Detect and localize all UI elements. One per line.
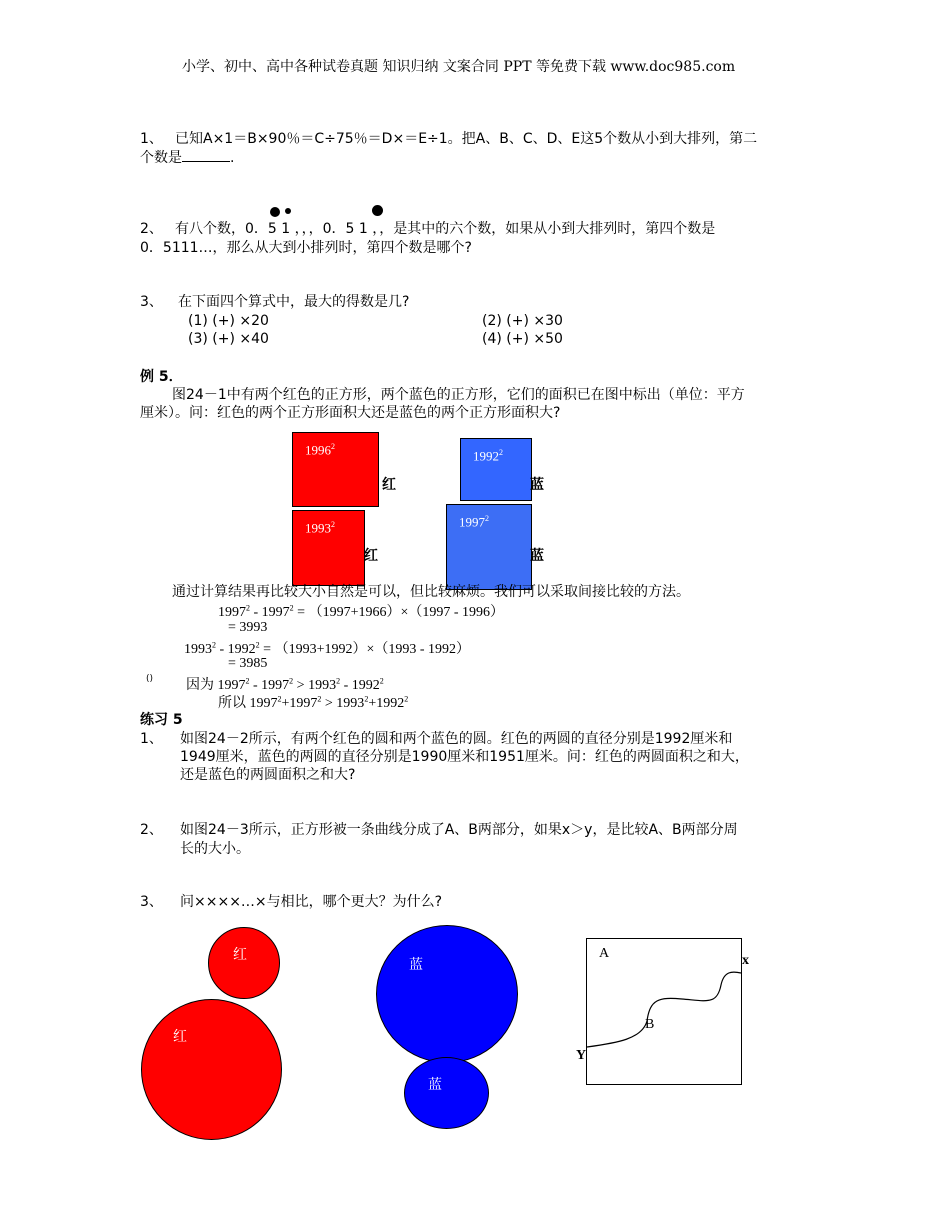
dividing-curve — [587, 939, 741, 1084]
blue-circle-large — [376, 925, 518, 1063]
example-line1: 图24－1中有两个红色的正方形，两个蓝色的正方形，它们的面积已在图中标出（单位：平方 — [172, 387, 745, 403]
example-line2: 厘米）。问：红色的两个正方形面积大还是蓝色的两个正方形面积大? — [140, 405, 561, 421]
practice-3-text: 问××××…×与相比，哪个更大？为什么? — [180, 894, 443, 910]
blue-circle-small-label: 蓝 — [428, 1077, 442, 1093]
page-header: 小学、初中、高中各种试卷真题 知识归纳 文案合同 PPT 等免费下载 www.doc985.com — [182, 59, 736, 75]
red-square-1993 — [292, 510, 365, 586]
blue-circle-small — [404, 1057, 489, 1129]
repeating-dot-icon — [270, 207, 280, 217]
red-square-1993-label: 1993$^2$ — [305, 520, 335, 536]
q1-line2-end: . — [230, 150, 235, 166]
blue-square-1997 — [446, 504, 532, 590]
q1-number: 1、 — [140, 131, 163, 147]
q2-line1: 有八个数，0．5 1 ，，，0．5 1 ，，是其中的六个数，如果从小到大排列时，第四个数是 — [175, 221, 716, 237]
blue-square-word-2: 蓝 — [530, 548, 544, 564]
repeating-dot-icon — [372, 205, 383, 216]
q1-line2-text: 个数是 — [140, 150, 182, 166]
red-square-word-1: 红 — [382, 477, 396, 493]
practice-1-number: 1、 — [140, 731, 163, 747]
practice-1-line2: 1949厘米，蓝色的两圆的直径分别是1990厘米和1951厘米。问：红色的两圆面积之和大， — [180, 749, 749, 765]
q3-text: 在下面四个算式中，最大的得数是几? — [178, 294, 410, 310]
red-circle-small — [208, 927, 280, 999]
practice-2-number: 2、 — [140, 822, 163, 838]
q1-line1: 已知A×1＝B×90％＝C÷75％＝D×＝E÷1。把A、B、C、D、E这5个数从小到大排列，第二 — [175, 131, 758, 147]
solution-mark: () — [146, 674, 154, 684]
red-square-1996 — [292, 432, 379, 507]
side-x-label: x — [742, 953, 749, 968]
red-square-word-2: 红 — [364, 548, 378, 564]
q3-option-2: (2) (+) ×30 — [482, 313, 563, 329]
region-a-label: A — [599, 946, 610, 961]
repeating-dot-icon — [285, 208, 291, 214]
blue-square-1992 — [460, 438, 532, 501]
blue-square-1997-label: 1997$^2$ — [459, 514, 489, 530]
example-title: 例 5． — [140, 369, 183, 385]
q2-line2: 0．5111…，那么从大到小排列时，第四个数是哪个? — [140, 240, 472, 256]
q1-answer-blank — [182, 149, 230, 162]
side-y-label: Y — [576, 1048, 587, 1063]
square-divided-figure — [586, 938, 742, 1085]
q3-option-3: (3) (+) ×40 — [188, 331, 269, 347]
blue-square-word-1: 蓝 — [530, 477, 544, 493]
practice-3-number: 3、 — [140, 894, 163, 910]
practice-title: 练习 5 — [140, 712, 183, 728]
red-circle-small-label: 红 — [233, 947, 247, 963]
solution-so: 所以 $1997^2+1997^2 > 1993^2+1992^2$ — [218, 694, 409, 711]
solution-line1: $1997^2 - 1997^2 = (1997+1966)\times(1997 - 1996)$ — [218, 603, 505, 620]
region-b-label: B — [645, 1017, 655, 1032]
solution-line3: $1993^2 - 1992^2 = (1993+1992)\times(1993 - 1992)$ — [184, 640, 471, 657]
solution-line4: = 3985 — [228, 656, 268, 671]
red-circle-large — [141, 999, 282, 1140]
q3-option-1: (1) (+) ×20 — [188, 313, 269, 329]
solution-intro: 通过计算结果再比较大小自然是可以，但比较麻烦。我们可以采取间接比较的方法。 — [172, 584, 690, 600]
practice-1-line1: 如图24－2所示，有两个红色的圆和两个蓝色的圆。红色的两圆的直径分别是1992厘米和 — [180, 731, 733, 747]
solution-line2: = 3993 — [228, 620, 268, 635]
practice-2-line1: 如图24－3所示，正方形被一条曲线分成了A、B两部分，如果x＞y，是比较A、B两部分周 — [180, 822, 738, 838]
q3-option-4: (4) (+) ×50 — [482, 331, 563, 347]
q2-number: 2、 — [140, 221, 163, 237]
red-circle-large-label: 红 — [173, 1029, 187, 1045]
blue-circle-large-label: 蓝 — [409, 957, 423, 973]
q1-line2 — [140, 149, 234, 167]
blue-square-1992-label: 1992$^2$ — [473, 448, 503, 464]
practice-2-line2: 长的大小。 — [180, 841, 250, 857]
red-square-1996-label: 1996$^2$ — [305, 442, 335, 458]
solution-because: 因为 $1997^2 - 1997^2 > 1993^2 - 1992^2$ — [186, 676, 384, 693]
q3-number: 3、 — [140, 294, 163, 310]
practice-1-line3: 还是蓝色的两圆面积之和大? — [180, 767, 356, 783]
